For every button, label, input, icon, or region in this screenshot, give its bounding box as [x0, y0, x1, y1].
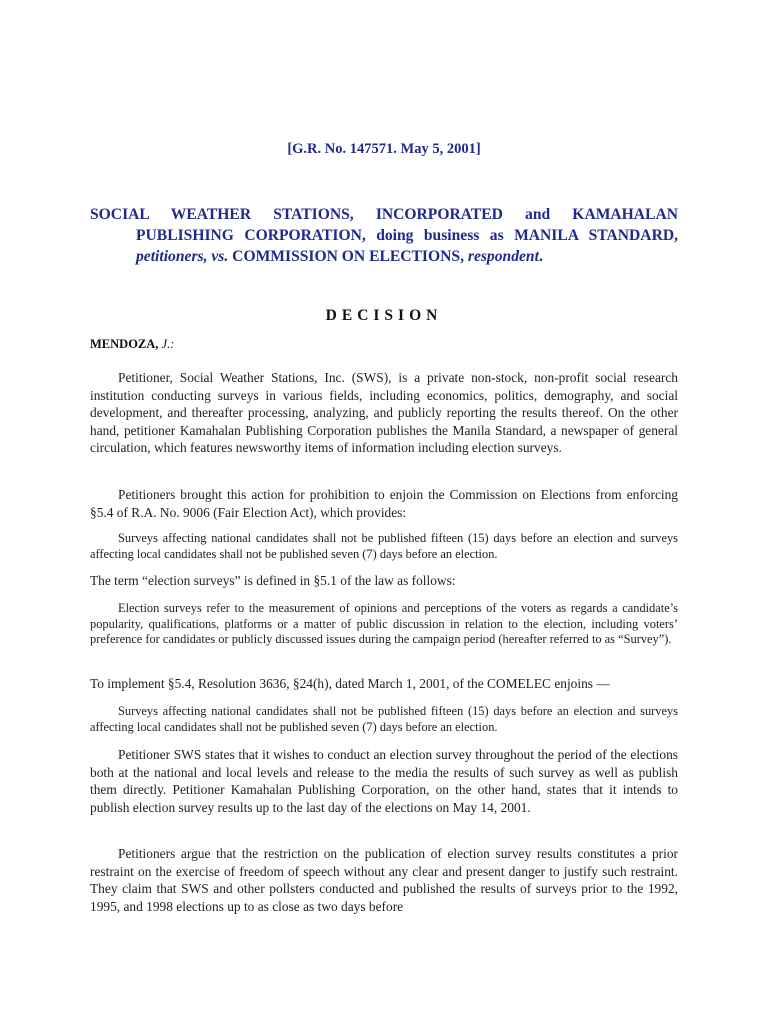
ponente-suffix: J.: — [161, 337, 175, 351]
case-citation: [G.R. No. 147571. May 5, 2001] — [287, 141, 481, 157]
quote-1: Surveys affecting national candidates shall not be published fifteen (15) days before an election and surveys affecting local candidates shall not be published seven (7) days before an election. — [90, 531, 678, 561]
caption-versus: vs. — [207, 248, 229, 265]
paragraph-1: Petitioner, Social Weather Stations, Inc. (SWS), is a private non-stock, non-profit social research institution conducting surveys in various fields, including economics, politics, demography, and social development, and thereafter processing, analyzing, and publicly reporting the results thereof. On the other hand, petitioner Kamahalan Publishing Corporation publishes the Manila Standard, a newspaper of general circulation, which features newsworthy items of information including election surveys. — [90, 370, 678, 456]
paragraph-3: The term “election surveys” is defined in §5.1 of the law as follows: — [90, 573, 456, 588]
paragraph-5: Petitioner SWS states that it wishes to conduct an election survey throughout the period of the elections both at the national and local levels and release to the media the results of such survey as well as publish them directly. Petitioner Kamahalan Publishing Corporation, on the other hand, states that it intends to publish election survey results up to the last day of the elections on May 14, 2001. — [90, 747, 678, 815]
ponente — [90, 337, 174, 352]
caption-respondent-label: respondent — [467, 248, 539, 265]
decision-heading: DECISION — [325, 307, 443, 324]
caption-petitioners-label: petitioners, — [136, 248, 208, 265]
caption-respondent-name: COMMISSION ON ELECTIONS, — [228, 248, 468, 265]
paragraph-4: To implement §5.4, Resolution 3636, §24(h), dated March 1, 2001, of the COMELEC enjoins — — [90, 676, 610, 691]
case-caption — [90, 204, 678, 267]
paragraph-6: Petitioners argue that the restriction on the publication of election survey results constitutes a prior restraint on the exercise of freedom of speech without any clear and present danger to justify such restraint. They claim that SWS and other pollsters conducted and published the results of surveys prior to the 1992, 1995, and 1998 elections up to as close as two days before — [90, 846, 678, 914]
paragraph-2: Petitioners brought this action for prohibition to enjoin the Commission on Elections from enforcing §5.4 of R.A. No. 9006 (Fair Election Act), which provides: — [90, 487, 678, 520]
caption-parties: SOCIAL WEATHER STATIONS, INCORPORATED and KAMAHALAN PUBLISHING CORPORATION, doing business as MANILA STANDARD, — [90, 206, 678, 244]
ponente-name: MENDOZA, — [90, 337, 162, 351]
caption-end: . — [538, 248, 543, 265]
quote-3: Surveys affecting national candidates shall not be published fifteen (15) days before an election and surveys affecting local candidates shall not be published seven (7) days before an election. — [90, 704, 678, 734]
quote-2: Election surveys refer to the measurement of opinions and perceptions of the voters as regards a candidate’s popularity, qualifications, platforms or a matter of public discussion in relation to the election, including voters’ preference for candidates or publicly discussed issues during the campaign period (hereafter referred to as “Survey”). — [90, 601, 678, 647]
